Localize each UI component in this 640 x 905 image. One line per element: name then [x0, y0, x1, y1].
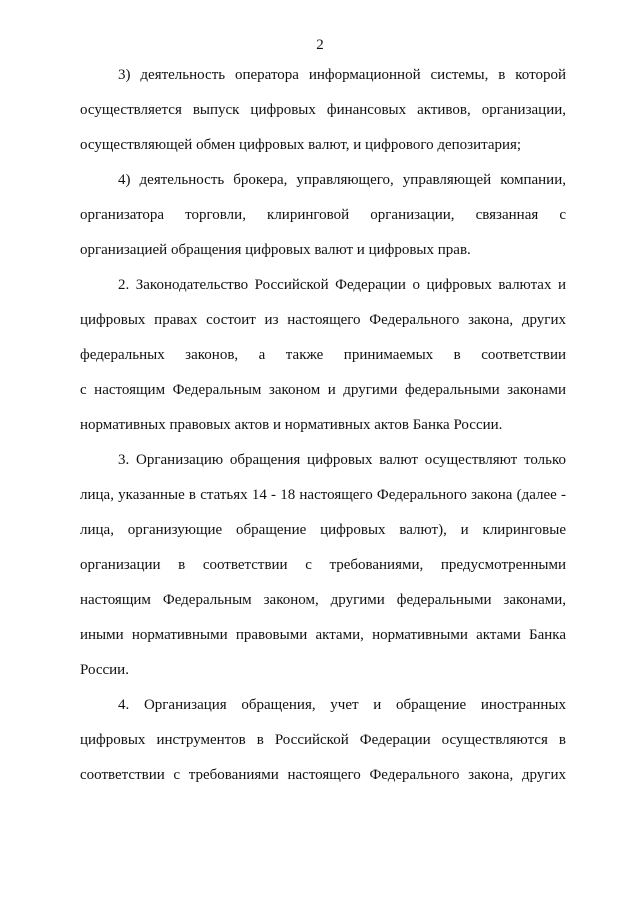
text-line: осуществляющей обмен цифровых валют, и цифрового депозитария;: [80, 137, 522, 153]
text-line: 3) деятельность оператора информационной системы, в которой: [118, 67, 566, 83]
text-line: нормативных правовых актов и нормативных актов Банка России.: [80, 417, 503, 433]
paragraph-item-4: [80, 171, 566, 259]
text-line: 4) деятельность брокера, управляющего, управляющей компании,: [118, 172, 566, 188]
text-line: организатора торговли, клиринговой организации, связанная с: [80, 207, 566, 223]
text-line: соответствии с требованиями настоящего Федерального закона, других: [80, 767, 566, 783]
text-line: иными нормативными правовыми актами, нормативными актами Банка: [80, 627, 566, 643]
document-body: [80, 66, 566, 801]
text-line: 3. Организацию обращения цифровых валют осуществляют только: [118, 452, 566, 468]
text-line: с настоящим Федеральным законом и другими федеральными законами: [80, 382, 566, 398]
text-line: цифровых инструментов в Российской Федерации осуществляются в: [80, 732, 566, 748]
page-number: 2: [316, 37, 324, 53]
text-line: осуществляется выпуск цифровых финансовых активов, организации,: [80, 102, 566, 118]
text-line: организации в соответствии с требованиями, предусмотренными: [80, 557, 566, 573]
text-line: 4. Организация обращения, учет и обращение иностранных: [118, 697, 566, 713]
text-line: 2. Законодательство Российской Федерации о цифровых валютах и: [118, 277, 566, 293]
paragraph-clause-2: [80, 276, 566, 434]
paragraph-clause-4: [80, 696, 566, 784]
text-line: лица, указанные в статьях 14 - 18 настоящего Федерального закона (далее -: [80, 487, 566, 503]
paragraph-item-3: [80, 66, 566, 154]
text-line: цифровых правах состоит из настоящего Федерального закона, других: [80, 312, 566, 328]
paragraph-clause-3: [80, 451, 566, 679]
text-line: лица, организующие обращение цифровых валют), и клиринговые: [80, 522, 566, 538]
text-line: настоящим Федеральным законом, другими федеральными законами,: [80, 592, 566, 608]
text-line: федеральных законов, а также принимаемых в соответствии: [80, 347, 566, 363]
text-line: России.: [80, 662, 129, 678]
text-line: организацией обращения цифровых валют и цифровых прав.: [80, 242, 471, 258]
